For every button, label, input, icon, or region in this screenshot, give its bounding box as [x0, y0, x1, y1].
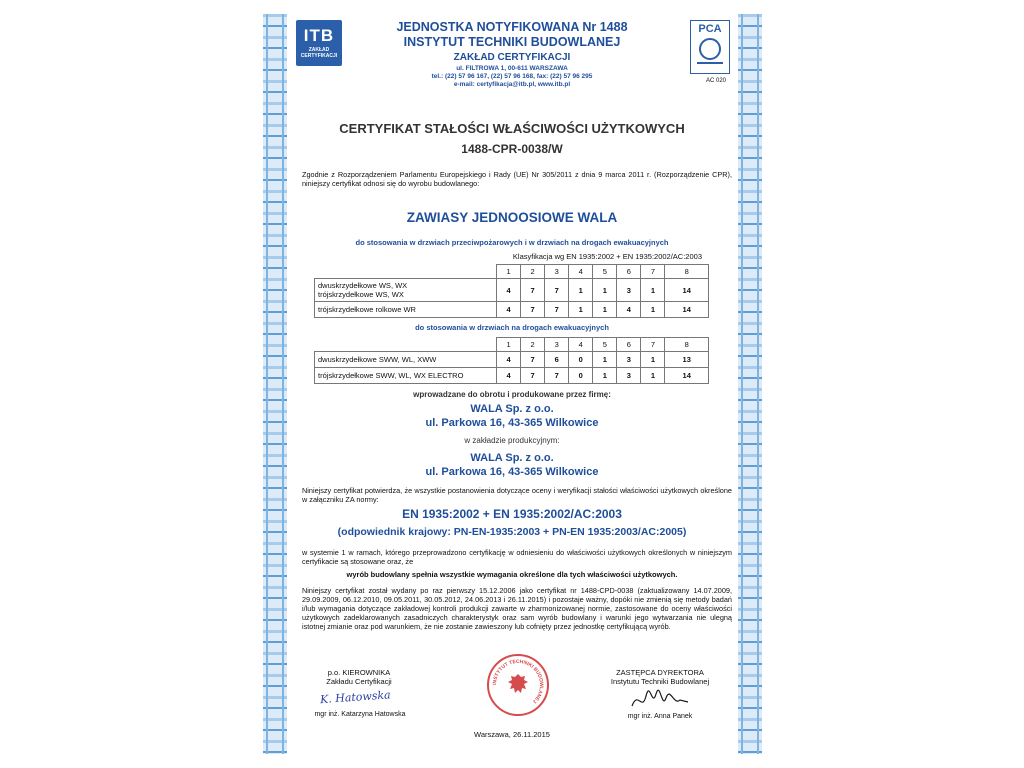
table-header-row	[315, 338, 709, 352]
letterhead-line2: INSTYTUT TECHNIKI BUDOWLANEJ	[403, 35, 621, 49]
table-row	[315, 368, 709, 384]
letterhead	[290, 20, 734, 89]
pca-logo-label: PCA	[698, 23, 722, 35]
letterhead-address: ul. FILTROWA 1, 00-611 WARSZAWA	[456, 65, 568, 72]
left-role-line1: p.o. KIEROWNIKA	[327, 668, 391, 677]
table-cell: 7	[521, 368, 545, 384]
col-6: 6	[617, 265, 641, 279]
table-cell: 6	[545, 352, 569, 368]
table-cell: 3	[617, 279, 641, 302]
col-7: 7	[641, 338, 665, 352]
table-row	[315, 279, 709, 302]
table-cell: 4	[497, 368, 521, 384]
stamp-text: INSTYTUT TECHNIKI BUDOWLANEJ	[491, 658, 545, 705]
table-cell: 4	[497, 352, 521, 368]
validity-paragraph: Niniejszy certyfikat został wydany po raz pierwszy 15.12.2006 jako certyfikat nr 1488-CPD-0038 (zaktualizowany 14.07.2009, 29.09.2009, 06.12.2010, 09.05.2011, 30.05.2012, 24.06.2013 i 26.11.2015) i pozostaje ważny, dopóki nie zmienią się metody badań i/lub wymagania dotyczące zakładowej kontroli produkcji zawarte w zharmonizowanej normie, zastosowane do oceny właściwości użytkowych zadeklarowanych zasadniczych charakterystyk oraz sam wyrób budowlany i warunki jego wytwarzania nie ulegną istotnej zmianie oraz pod warunkiem, że nie zostanie zawieszony lub cofnięty przez jednostkę certyfikującą wyrób.	[302, 586, 732, 631]
row-description: dwuskrzydełkowe SWW, WL, XWW	[315, 352, 497, 368]
left-signatory-role	[304, 668, 414, 686]
right-signature	[630, 686, 690, 714]
table-cell: 4	[497, 279, 521, 302]
itb-logo: ITB ZAKŁAD CERTYFIKACJI	[296, 20, 342, 66]
table-row	[315, 302, 709, 318]
left-decorative-border	[263, 14, 287, 754]
system-paragraph: w systemie 1 w ramach, którego przeprowadzono certyfikację w odniesieniu do właściwości użytkowych określonych w niniejszym certyfikacie są stosowane oraz, że	[302, 548, 732, 566]
table-cell: 13	[665, 352, 709, 368]
col-5: 5	[593, 265, 617, 279]
table-cell: 1	[641, 352, 665, 368]
table-cell: 7	[545, 302, 569, 318]
table-cell: 0	[569, 352, 593, 368]
norm-national: (odpowiednik krajowy: PN-EN-1935:2003 + PN-EN 1935:2003/AC:2005)	[337, 526, 687, 538]
letterhead-line1: JEDNOSTKA NOTYFIKOWANA Nr 1488	[396, 20, 628, 34]
col-7: 7	[641, 265, 665, 279]
table-cell: 1	[593, 302, 617, 318]
table-cell: 1	[593, 368, 617, 384]
row-description-line1: dwuskrzydełkowe WS, WX	[318, 281, 408, 290]
table-cell: 14	[665, 368, 709, 384]
plant-address: ul. Parkowa 16, 43-365 Wilkowice	[425, 466, 599, 478]
right-signatory-role	[590, 668, 730, 686]
manufacturer-name: WALA Sp. z o.o.	[470, 403, 554, 415]
col-1: 1	[497, 338, 521, 352]
row-description: trójskrzydełkowe rolkowe WR	[315, 302, 497, 318]
letterhead-line3: ZAKŁAD CERTYFIKACJI	[453, 52, 571, 63]
table-cell: 1	[641, 368, 665, 384]
table-cell: 1	[569, 279, 593, 302]
classification-table-2	[314, 337, 709, 384]
table-cell: 1	[593, 279, 617, 302]
letterhead-phones: tel.: (22) 57 96 167, (22) 57 96 168, fax: (22) 57 96 295	[431, 73, 593, 80]
table-cell: 14	[665, 302, 709, 318]
table-cell: 0	[569, 368, 593, 384]
table-cell: 4	[617, 302, 641, 318]
itb-logo-text: ZAKŁAD CERTYFIKACJI	[300, 47, 338, 59]
right-role-line1: ZASTĘPCA DYREKTORA	[616, 668, 704, 677]
product-name: ZAWIASY JEDNOOSIOWE WALA	[406, 210, 618, 225]
table-cell: 1	[569, 302, 593, 318]
col-3: 3	[545, 338, 569, 352]
manufacturer-address: ul. Parkowa 16, 43-365 Wilkowice	[425, 417, 599, 429]
table-header-empty	[315, 338, 497, 352]
left-role-line2: Zakładu Certyfikacji	[326, 677, 392, 686]
col-1: 1	[497, 265, 521, 279]
left-signature: K. Hatowska	[319, 688, 392, 707]
classification-note: Klasyfikacja wg EN 1935:2002 + EN 1935:2002/AC:2003	[512, 252, 702, 261]
table-cell: 4	[497, 302, 521, 318]
certificate-number: 1488-CPR-0038/W	[461, 142, 563, 156]
manufacturer-intro: wprowadzane do obrotu i produkowane przez firmę:	[413, 390, 611, 399]
plant-intro: w zakładzie produkcyjnym:	[464, 436, 560, 445]
col-6: 6	[617, 338, 641, 352]
right-role-line2: Instytutu Techniki Budowlanej	[610, 677, 710, 686]
certificate-title: CERTYFIKAT STAŁOŚCI WŁAŚCIWOŚCI UŻYTKOWYCH	[339, 121, 685, 136]
table-cell: 7	[521, 302, 545, 318]
col-8: 8	[665, 265, 709, 279]
row-description: trójskrzydełkowe SWW, WL, WX ELECTRO	[315, 368, 497, 384]
table-cell: 1	[593, 352, 617, 368]
col-8: 8	[665, 338, 709, 352]
certificate-page	[290, 14, 734, 754]
right-signatory-name: mgr inż. Anna Panek	[627, 713, 693, 720]
row-description	[315, 279, 497, 302]
col-4: 4	[569, 338, 593, 352]
table-cell: 7	[545, 368, 569, 384]
table-cell: 14	[665, 279, 709, 302]
use-fire-doors: do stosowania w drzwiach przeciwpożarowych i w drzwiach na drogach ewakuacyjnych	[355, 238, 669, 247]
table-cell: 1	[641, 279, 665, 302]
table-cell: 7	[521, 352, 545, 368]
table-cell: 7	[545, 279, 569, 302]
confirm-paragraph: Niniejszy certyfikat potwierdza, że wszystkie postanowienia dotyczące oceny i weryfikacji stałości właściwości użytkowych określone w załączniku ZA normy:	[302, 486, 732, 504]
letterhead-email: e-mail: certyfikacja@itb.pl, www.itb.pl	[453, 81, 571, 88]
table-cell: 1	[641, 302, 665, 318]
use-escape-doors: do stosowania w drzwiach na drogach ewakuacyjnych	[415, 323, 609, 332]
stamp-eagle-icon	[490, 657, 546, 713]
table-header-row	[315, 265, 709, 279]
table-cell: 3	[617, 352, 641, 368]
place-date: Warszawa, 26.11.2015	[474, 730, 550, 739]
row-description-line2: trójskrzydełkowe WS, WX	[318, 290, 404, 299]
right-decorative-border	[738, 14, 762, 754]
col-2: 2	[521, 338, 545, 352]
table-cell: 3	[617, 368, 641, 384]
table-row	[315, 352, 709, 368]
intro-paragraph: Zgodnie z Rozporządzeniem Parlamentu Europejskiego i Rady (UE) Nr 305/2011 z dnia 9 marca 2011 r. (Rozporządzenie CPR), niniejszy certyfikat odnosi się do wyrobu budowlanego:	[302, 170, 732, 188]
col-4: 4	[569, 265, 593, 279]
table-cell: 7	[521, 279, 545, 302]
meets-requirements: wyrób budowlany spełnia wszystkie wymagania określone dla tych właściwości użytkowych.	[346, 570, 678, 579]
pca-code: AC 020	[705, 78, 726, 84]
col-2: 2	[521, 265, 545, 279]
classification-table-1	[314, 264, 709, 318]
table-header-empty	[315, 265, 497, 279]
official-stamp	[487, 654, 549, 716]
col-3: 3	[545, 265, 569, 279]
norm-primary: EN 1935:2002 + EN 1935:2002/AC:2003	[402, 507, 622, 521]
plant-name: WALA Sp. z o.o.	[470, 452, 554, 464]
col-5: 5	[593, 338, 617, 352]
left-signatory-name: mgr inż. Katarzyna Hatowska	[314, 711, 406, 718]
